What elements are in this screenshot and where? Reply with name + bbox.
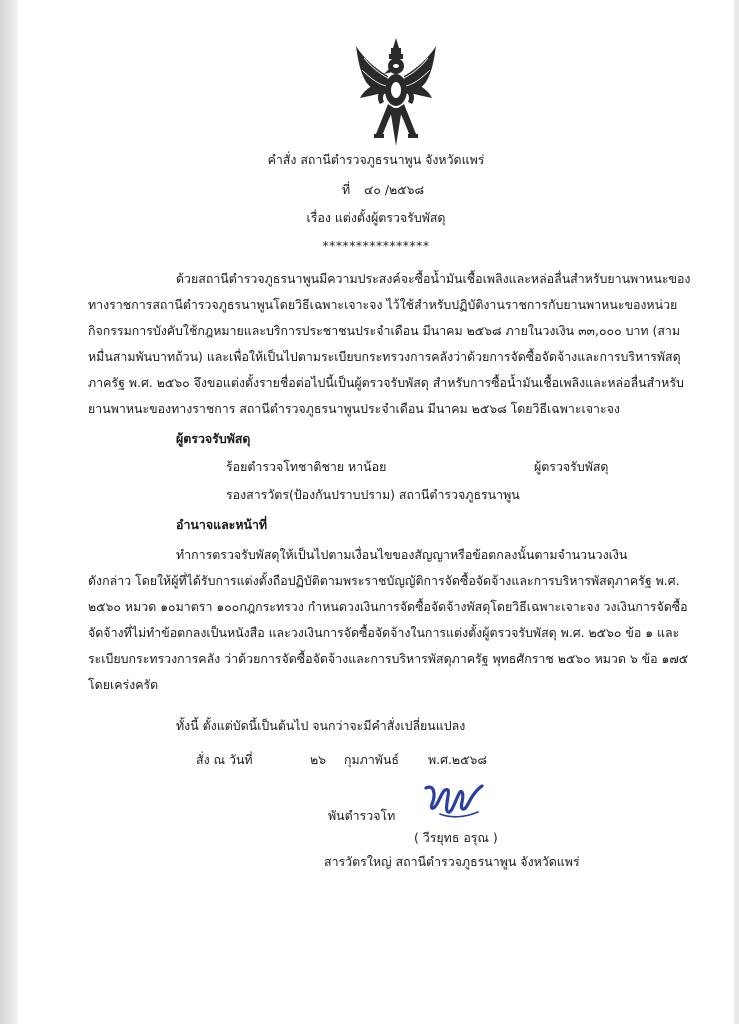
- duties-line: ระเบียบกระทรวงการคลัง ว่าด้วยการจัดซื้อจัดจ้างและการบริหารพัสดุภาครัฐ พุทธศักราช ๒๕๖๐ หมวด ๖ ข้อ ๑๗๕: [88, 651, 689, 666]
- inspector-position: รองสารวัตร(ป้องกันปราบปราม) สถานีตำรวจภูธรนาพูน: [226, 487, 520, 502]
- inspector-name: ร้อยตำรวจโทชาติชาย หาน้อย: [226, 459, 387, 474]
- separator-line: ****************: [322, 238, 430, 253]
- intro-line: ทางราชการสถานีตำรวจภูธรนาพูนโดยวิธีเฉพาะเจาะจง ไว้ใช้สำหรับปฏิบัติงานราชการกับยานพาหนะของหน่วย: [88, 297, 678, 312]
- intro-line: กิจกรรมการบังคับใช้กฎหมายและบริการประชาชนประจำเดือน มีนาคม ๒๕๖๘ ภายในวงเงิน ๓๓,๐๐๐ บาท (สาม: [88, 323, 681, 338]
- signer-rank: พันตำรวจโท: [328, 808, 396, 823]
- order-number-label: ที่: [342, 182, 351, 197]
- date-day: ๒๖: [310, 752, 327, 767]
- intro-line: ภาครัฐ พ.ศ. ๒๕๖๐ จึงขอแต่งตั้งรายชื่อต่อไปนี้เป็นผู้ตรวจรับพัสดุ สำหรับการซื้อน้ำมันเชื้อเพลิงและหล่อลื่นสำหรับ: [88, 375, 684, 390]
- order-title: คำสั่ง สถานีตำรวจภูธรนาพูน จังหวัดแพร่: [267, 152, 485, 167]
- date-label: สั่ง ณ วันที่: [196, 752, 253, 767]
- intro-line: หมื่นสามพันบาทถ้วน) และเพื่อให้เป็นไปตามระเบียบกระทรวงการคลังว่าด้วยการจัดซื้อจัดจ้างและการบริหารพัสดุ: [88, 349, 681, 364]
- date-year: พ.ศ.๒๕๖๘: [428, 752, 487, 767]
- duties-line: ๒๕๖๐ หมวด ๑๐มาตรา ๑๐๐กฎกระทรวง กำหนดวงเงินการจัดซื้อจัดจ้างพัสดุโดยวิธีเฉพาะเจาะจง วงเงินการจัดซื้อ: [88, 599, 688, 614]
- duties-line: ทำการตรวจรับพัสดุให้เป็นไปตามเงื่อนไขของสัญญาหรือข้อตกลงนั้นตามจำนวนวงเงิน: [176, 547, 628, 562]
- effective-statement: ทั้งนี้ ตั้งแต่บัดนี้เป็นต้นไป จนกว่าจะมีคำสั่งเปลี่ยนแปลง: [176, 718, 466, 733]
- inspector-role: ผู้ตรวจรับพัสดุ: [534, 459, 609, 474]
- signer-position: สารวัตรใหญ่ สถานีตำรวจภูธรนาพูน จังหวัดแพร่: [324, 854, 580, 869]
- garuda-emblem-icon: [354, 38, 438, 150]
- intro-line: ด้วยสถานีตำรวจภูธรนาพูนมีความประสงค์จะซื้อน้ำมันเชื้อเพลิงและหล่อลื่นสำหรับยานพาหนะของ: [176, 271, 691, 286]
- order-subject: เรื่อง แต่งตั้งผู้ตรวจรับพัสดุ: [306, 210, 446, 225]
- duties-heading: อำนาจและหน้าที่: [176, 517, 268, 532]
- signer-name: ( วีรยุทธ อรุณ ): [414, 830, 498, 845]
- inspector-heading: ผู้ตรวจรับพัสดุ: [176, 431, 251, 446]
- handwritten-signature: [420, 780, 492, 824]
- page-edge-shadow: [0, 0, 18, 1024]
- document-page: [18, 0, 734, 1024]
- duties-line: โดยเคร่งครัด: [88, 677, 159, 692]
- duties-line: ดังกล่าว โดยให้ผู้ที่ได้รับการแต่งตั้งถือปฏิบัติตามพระราชบัญญัติการจัดซื้อจัดจ้างและการบริหารพัสดุภาครัฐ พ.ศ.: [88, 573, 680, 588]
- intro-line: ยานพาหนะของทางราชการ สถานีตำรวจภูธรนาพูนประจำเดือน มีนาคม ๒๕๖๘ โดยวิธีเฉพาะเจาะจง: [88, 401, 620, 416]
- order-number: ๔๐ /๒๕๖๘: [364, 182, 425, 197]
- duties-line: จัดจ้างที่ไม่ทำข้อตกลงเป็นหนังสือ และวงเงินการจัดซื้อจัดจ้างในการแต่งตั้งผู้ตรวจรับพัสดุ พ.ศ. ๒๕๖๐ ข้อ ๑ และ: [88, 625, 680, 640]
- date-month: กุมภาพันธ์: [344, 752, 399, 767]
